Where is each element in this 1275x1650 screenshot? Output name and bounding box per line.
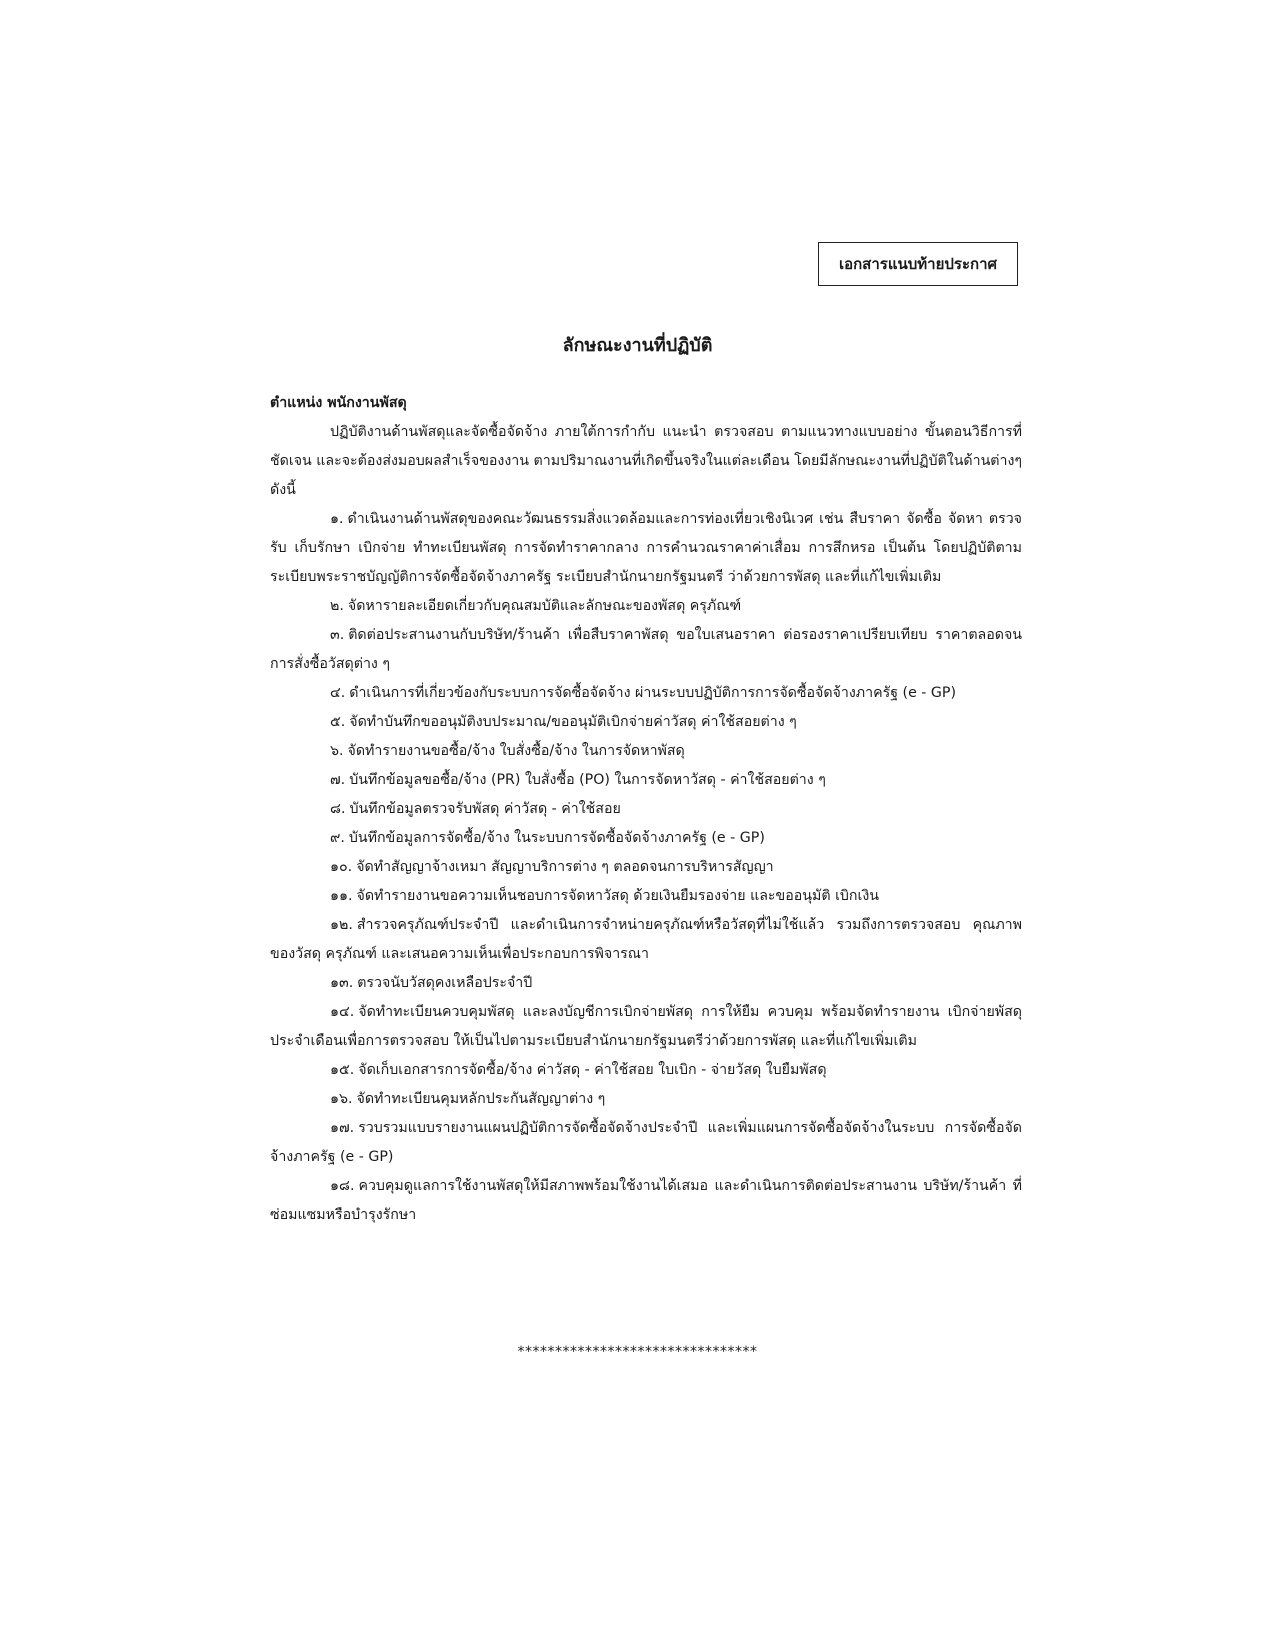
duty-item-number: ๑๓. (330, 975, 354, 991)
duty-item-number: ๖. (330, 743, 344, 759)
duty-item-text: จัดเก็บเอกสารการจัดซื้อ/จ้าง ค่าวัสดุ - ค่าใช้สอย ใบเบิก - จ่ายวัสดุ ใบยืมพัสดุ (358, 1062, 827, 1078)
duty-item (270, 708, 1022, 737)
duty-item (270, 766, 1022, 795)
duty-item-text: สำรวจครุภัณฑ์ประจำปี และดำเนินการจำหน่ายครุภัณฑ์หรือวัสดุที่ไม่ใช้แล้ว รวมถึงการตรวจสอบ คุณภาพของวัสดุ ครุภัณฑ์ และเสนอความเห็นเพื่อประกอบการพิจารณา (270, 917, 1022, 962)
duty-item (270, 998, 1022, 1056)
duty-item (270, 853, 1022, 882)
duty-item-text: จัดทำบันทึกขออนุมัติงบประมาณ/ขออนุมัติเบิกจ่ายค่าวัสดุ ค่าใช้สอยต่าง ๆ (349, 714, 797, 730)
duty-item-number: ๓. (330, 627, 345, 643)
duty-item-text: จัดทำรายงานขอซื้อ/จ้าง ใบสั่งซื้อ/จ้าง ในการจัดหาพัสดุ (347, 743, 685, 759)
duty-item (270, 1114, 1022, 1172)
duty-item-number: ๑๐. (330, 859, 353, 875)
duty-item-text: ดำเนินงานด้านพัสดุของคณะวัฒนธรรมสิ่งแวดล้อมและการท่องเที่ยวเชิงนิเวศ เช่น สืบราคา จัดซื้อ จัดหา ตรวจรับ เก็บรักษา เบิกจ่าย ทำทะเบียนพัสดุ การจัดทำราคากลาง การคำนวณราคาค่าเสื่อม การสึกหรอ เป็นต้น โดยปฏิบัติตามระเบียบพระราชบัญญัติการจัดซื้อจัดจ้างภาครัฐ ระเบียบสำนักนายกรัฐมนตรี ว่าด้วยการพัสดุ และที่แก้ไขเพิ่มเติม (270, 511, 1022, 585)
duty-item (270, 882, 1022, 911)
duty-item-text: จัดทำรายงานขอความเห็นชอบการจัดหาวัสดุ ด้วยเงินยืมรองจ่าย และขออนุมัติ เบิกเงิน (356, 888, 879, 904)
duty-item-number: ๑๖. (330, 1091, 353, 1107)
duty-item (270, 505, 1022, 592)
duty-item-number: ๑๘. (330, 1178, 355, 1194)
duty-item-text: ตรวจนับวัสดุคงเหลือประจำปี (357, 975, 533, 991)
attachment-label-box: เอกสารแนบท้ายประกาศ (818, 242, 1018, 286)
duty-item-number: ๑๑. (330, 888, 353, 904)
duty-item-text: บันทึกข้อมูลตรวจรับพัสดุ ค่าวัสดุ - ค่าใช้สอย (349, 801, 621, 817)
position-heading: ตำแหน่ง พนักงานพัสดุ (270, 395, 407, 411)
duty-item (270, 592, 1022, 621)
duty-item-text: ดำเนินการที่เกี่ยวข้องกับระบบการจัดซื้อจัดจ้าง ผ่านระบบปฏิบัติการการจัดซื้อจัดจ้างภาครัฐ (e - GP) (349, 685, 957, 701)
intro-paragraph: ปฏิบัติงานด้านพัสดุและจัดซื้อจัดจ้าง ภายใต้การกำกับ แนะนำ ตรวจสอบ ตามแนวทางแบบอย่าง ขั้นตอนวิธีการที่ชัดเจน และจะต้องส่งมอบผลสำเร็จของงาน ตามปริมาณงานที่เกิดขึ้นจริงในแต่ละเดือน โดยมีลักษณะงานที่ปฏิบัติในด้านต่างๆ ดังนี้ (270, 424, 1022, 498)
duty-item (270, 911, 1022, 969)
footer-separator: ******************************** (517, 1344, 758, 1360)
duty-item (270, 737, 1022, 766)
duty-item-text: บันทึกข้อมูลการจัดซื้อ/จ้าง ในระบบการจัดซื้อจัดจ้างภาครัฐ (e - GP) (348, 830, 765, 846)
duty-item-number: ๔. (330, 685, 346, 701)
document-body (270, 389, 1022, 1230)
duty-item (270, 824, 1022, 853)
duty-item-text: จัดทำสัญญาจ้างเหมา สัญญาบริการต่าง ๆ ตลอดจนการบริหารสัญญา (356, 859, 774, 875)
duty-item (270, 621, 1022, 679)
duty-item-text: จัดทำทะเบียนควบคุมพัสดุ และลงบัญชีการเบิกจ่ายพัสดุ การให้ยืม ควบคุม พร้อมจัดทำรายงาน เบิกจ่ายพัสดุประจำเดือนเพื่อการตรวจสอบ ให้เป็นไปตามระเบียบสำนักนายกรัฐมนตรีว่าด้วยการพัสดุ และที่แก้ไขเพิ่มเติม (270, 1004, 1022, 1049)
duty-item-text: รวบรวมแบบรายงานแผนปฏิบัติการจัดซื้อจัดจ้างประจำปี และเพิ่มแผนการจัดซื้อจัดจ้างในระบบ การจัดซื้อจัดจ้างภาครัฐ (e - GP) (270, 1120, 1022, 1165)
duty-item-number: ๑. (330, 511, 344, 527)
duty-item-number: ๑๗. (330, 1120, 355, 1136)
duty-item-number: ๕. (330, 714, 346, 730)
duty-item-number: ๑๒. (330, 917, 353, 933)
duty-item-number: ๒. (330, 598, 344, 614)
duty-item-text: ควบคุมดูแลการใช้งานพัสดุให้มีสภาพพร้อมใช้งานได้เสมอ และดำเนินการติดต่อประสานงาน บริษัท/ร้านค้า ที่ซ่อมแซมหรือบำรุงรักษา (270, 1178, 1022, 1223)
duty-item (270, 1172, 1022, 1230)
duty-item-text: ติดต่อประสานงานกับบริษัท/ร้านค้า เพื่อสืบราคาพัสดุ ขอใบเสนอราคา ต่อรองราคาเปรียบเทียบ ราคาตลอดจนการสั่งซื้อวัสดุต่าง ๆ (270, 627, 1022, 672)
duties-list (270, 505, 1022, 1230)
duty-item (270, 969, 1022, 998)
duty-item-text: บันทึกข้อมูลขอซื้อ/จ้าง (PR) ใบสั่งซื้อ (PO) ในการจัดหาวัสดุ - ค่าใช้สอยต่าง ๆ (349, 772, 826, 788)
document-title: ลักษณะงานที่ปฏิบัติ (562, 335, 713, 356)
duty-item (270, 795, 1022, 824)
duty-item-number: ๗. (330, 772, 346, 788)
duty-item-text: จัดหารายละเอียดเกี่ยวกับคุณสมบัติและลักษณะของพัสดุ ครุภัณฑ์ (347, 598, 742, 614)
duty-item-number: ๑๕. (330, 1062, 355, 1078)
duty-item (270, 1056, 1022, 1085)
duty-item-number: ๑๔. (330, 1004, 355, 1020)
duty-item (270, 679, 1022, 708)
duty-item-text: จัดทำทะเบียนคุมหลักประกันสัญญาต่าง ๆ (356, 1091, 606, 1107)
duty-item (270, 1085, 1022, 1114)
duty-item-number: ๘. (330, 801, 346, 817)
duty-item-number: ๙. (330, 830, 345, 846)
